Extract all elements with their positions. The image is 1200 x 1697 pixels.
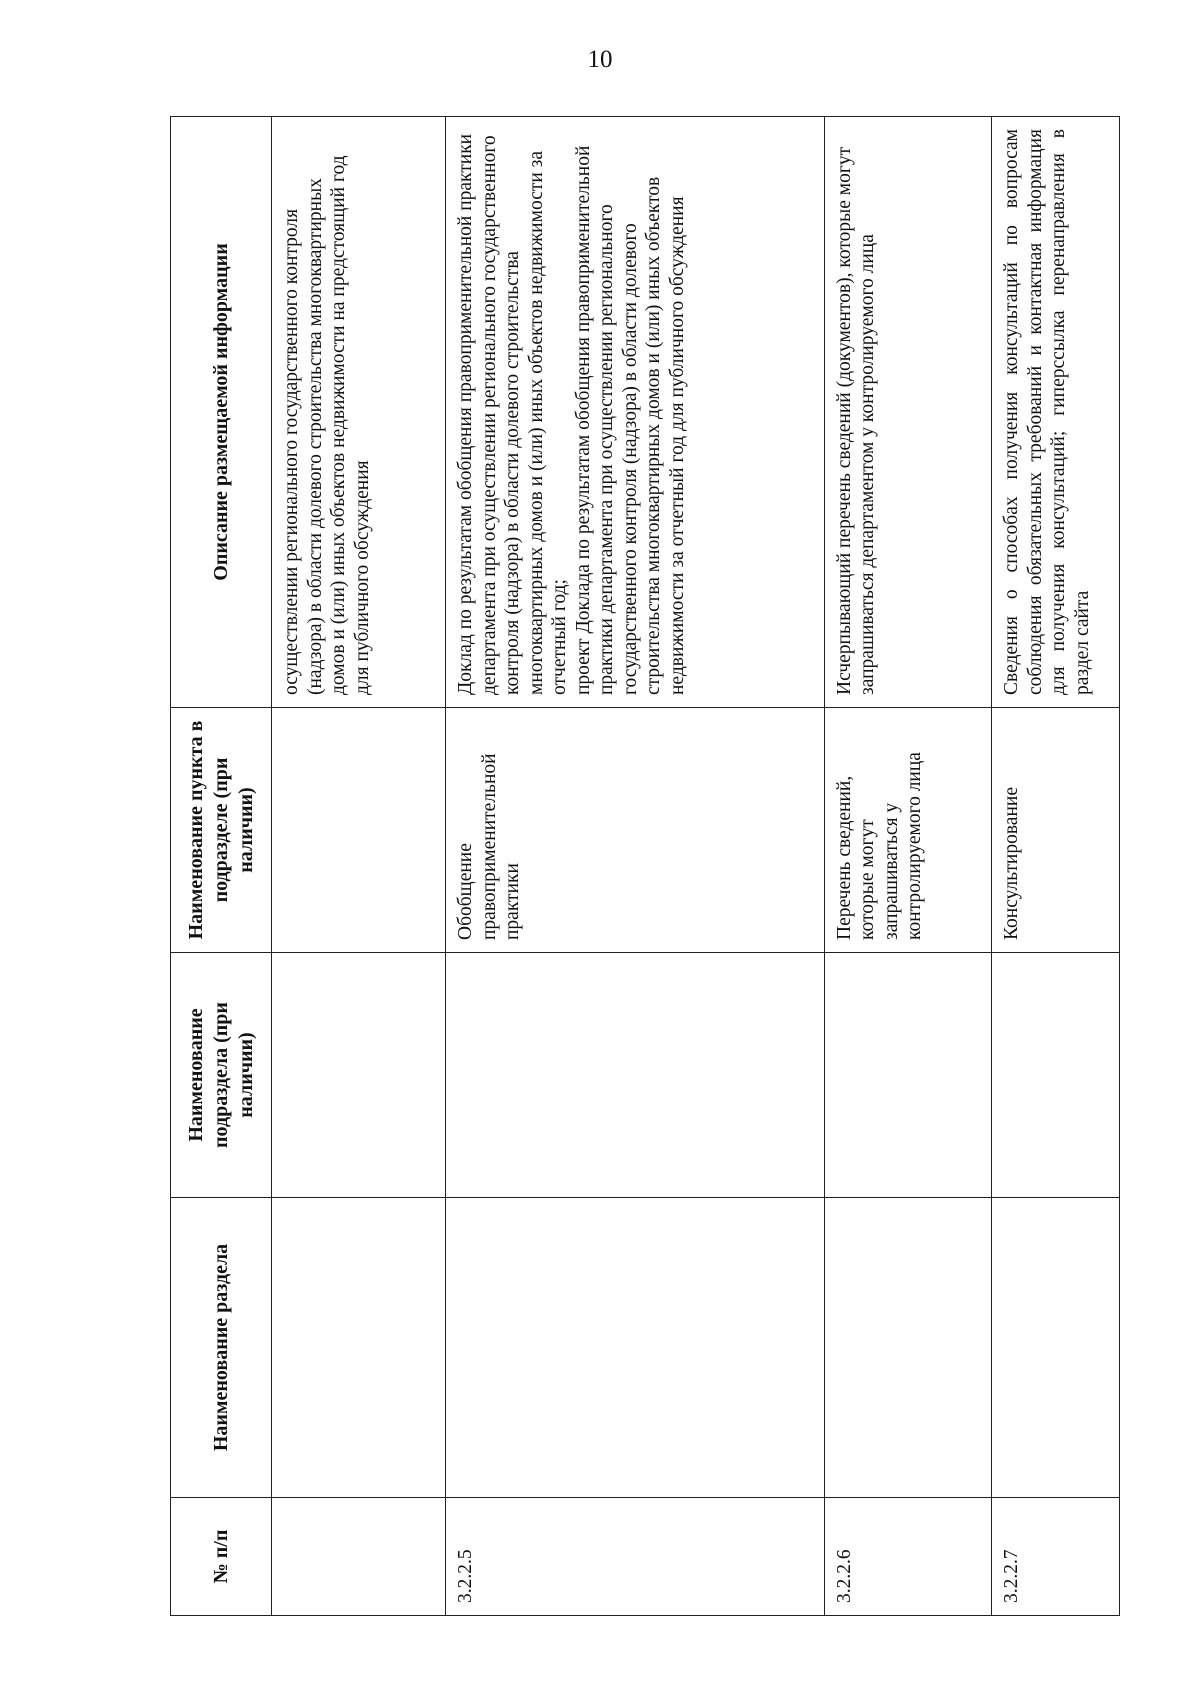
table-row (446, 117, 825, 1616)
cell-section (824, 1198, 991, 1498)
header-subsection: Наименование подраздела (при наличии) (171, 953, 272, 1198)
cell-subsection (992, 953, 1120, 1198)
cell-num: 3.2.2.6 (824, 1498, 991, 1616)
cell-section (446, 1198, 825, 1498)
cell-item: Обобщение правоприменительной практики (446, 708, 825, 953)
header-section: Наименование раздела (171, 1198, 272, 1498)
table-row (824, 117, 991, 1616)
header-item: Наименование пункта в подразделе (при наличии) (171, 708, 272, 953)
table-row (272, 117, 446, 1616)
rotated-table-wrapper (170, 116, 1120, 1616)
cell-item: Консультирование (992, 708, 1120, 953)
cell-description: осуществлении регионального государственного контроля (надзора) в области долевого строительства многоквартирных домов и (или) иных объектов недвижимости на предстоящий год для публичного обсуждения (272, 117, 446, 708)
cell-subsection (272, 953, 446, 1198)
cell-section (272, 1198, 446, 1498)
cell-num: 3.2.2.5 (446, 1498, 825, 1616)
cell-subsection (824, 953, 991, 1198)
information-table (170, 116, 1120, 1616)
table-header-row (171, 117, 272, 1616)
page-number: 10 (587, 46, 613, 73)
cell-item (272, 708, 446, 953)
cell-description: Доклад по результатам обобщения правоприменительной практики департамента при осуществлении регионального государственного контроля (надзора) в области долевого строительства многоквартирных домов и (или) иных объектов недвижимости за отчетный год; проект Доклада по результатам обобщения правоприменительной практики департамента при осуществлении регионального государственного контроля (надзора) в области долевого строительства многоквартирных домов и (или) иных объектов недвижимости за отчетный год для публичного обсуждения (446, 117, 825, 708)
header-description: Описание размещаемой информации (171, 117, 272, 708)
cell-description: Исчерпывающий перечень сведений (документов), которые могут запрашиваться департаментом у контролируемого лица (824, 117, 991, 708)
cell-num: 3.2.2.7 (992, 1498, 1120, 1616)
cell-description: Сведения о способах получения консультаций по вопросам соблюдения обязательных требований и контактная информация для получения консультаций; гиперссылка перенаправления в раздел сайта (992, 117, 1120, 708)
cell-section (992, 1198, 1120, 1498)
cell-num (272, 1498, 446, 1616)
cell-item: Перечень сведений, которые могут запрашиваться у контролируемого лица (824, 708, 991, 953)
cell-subsection (446, 953, 825, 1198)
header-num: № п/п (171, 1498, 272, 1616)
table-row (992, 117, 1120, 1616)
